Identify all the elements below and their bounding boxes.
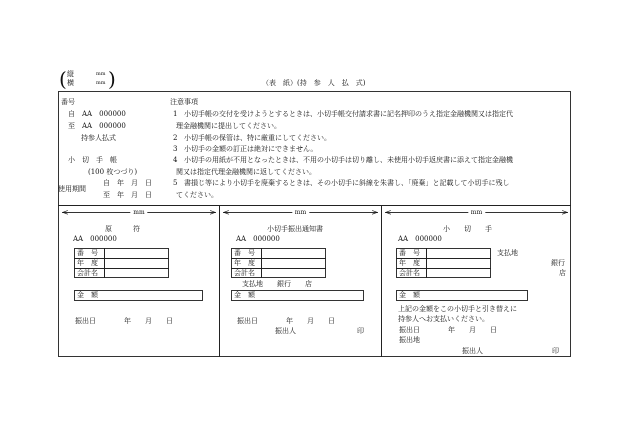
check-field-number: 番 号 bbox=[399, 249, 420, 257]
stub-field-account: 会計名 bbox=[77, 269, 98, 277]
note-number: 2 bbox=[173, 134, 178, 142]
note-number: 5 bbox=[173, 179, 178, 187]
dimension-label: mm bbox=[130, 208, 147, 217]
note-text-continued: 関又は指定代理金融機関に返してください。 bbox=[176, 168, 316, 176]
notice-amount-label: 金 額 bbox=[234, 291, 255, 299]
check-issuer: 振出人 bbox=[462, 347, 483, 355]
check-branch: 店 bbox=[559, 269, 566, 277]
check-pay-place: 支払地 bbox=[497, 249, 518, 257]
note-text: 書損じ等により小切手を廃棄するときは、その小切手に斜線を朱書し、「廃棄」と記載して小切手に残し bbox=[184, 179, 510, 187]
period-label: 使用期間 bbox=[58, 185, 86, 193]
stub-field-year: 年 度 bbox=[77, 259, 98, 267]
period-from: 自 年 月 日 bbox=[103, 179, 152, 187]
dimension-arrow-right: < > mm bbox=[385, 208, 568, 217]
check-title: 小 切 手 bbox=[443, 225, 492, 233]
stub-amount-label: 金 額 bbox=[77, 291, 98, 299]
sheet-count: (100 枚つづり) bbox=[88, 168, 138, 176]
check-text-2: 持参人へお支払いください。 bbox=[398, 315, 489, 323]
note-text-continued: てください。 bbox=[176, 191, 218, 199]
stub-field-number: 番 号 bbox=[77, 249, 98, 257]
check-issue-place: 振出地 bbox=[399, 336, 420, 344]
dimension-label: mm bbox=[468, 208, 485, 217]
dimension-arrow-middle: < > mm bbox=[223, 208, 378, 217]
panel-divider-2 bbox=[381, 205, 382, 357]
note-text: 小切手の金額の訂正は絶対にできません。 bbox=[184, 145, 318, 153]
number-from: 自 AA 000000 bbox=[68, 110, 126, 118]
stub-serial: AA 000000 bbox=[73, 235, 117, 243]
check-issue-date: 振出日 年 月 日 bbox=[399, 326, 497, 334]
stub-title: 原 符 bbox=[105, 225, 140, 233]
dimension-arrow-left: < > mm bbox=[62, 208, 216, 217]
check-amount-label: 金 額 bbox=[399, 291, 420, 299]
stub-issue-date: 振出日 年 月 日 bbox=[75, 317, 173, 325]
note-text-continued: 理金融機関に提出してください。 bbox=[176, 122, 281, 130]
size-vertical-label: 縦 bbox=[67, 70, 74, 78]
notice-title: 小切手振出通知書 bbox=[267, 225, 323, 233]
size-box-left-bracket: ( bbox=[59, 67, 67, 91]
size-box-right-bracket: ) bbox=[108, 67, 116, 91]
top-section-divider bbox=[58, 205, 571, 206]
size-horizontal-label: 横 bbox=[67, 79, 74, 87]
note-number: 1 bbox=[173, 110, 178, 118]
check-serial: AA 000000 bbox=[398, 235, 442, 243]
check-book-label: 小 切 手 帳 bbox=[68, 156, 117, 164]
note-text: 小切手帳の保管は、特に厳重にしてください。 bbox=[184, 134, 331, 142]
check-field-col bbox=[426, 248, 427, 278]
dimension-label: mm bbox=[292, 208, 309, 217]
notice-bank-line: 支払地 銀行 店 bbox=[242, 280, 312, 288]
panel-divider-1 bbox=[219, 205, 220, 357]
size-box bbox=[59, 67, 116, 91]
check-field-account: 会計名 bbox=[399, 269, 420, 277]
check-field-year: 年 度 bbox=[399, 259, 420, 267]
size-vertical-value: mm bbox=[96, 71, 106, 77]
note-number: 4 bbox=[173, 156, 178, 164]
notice-field-number: 番 号 bbox=[234, 249, 255, 257]
notice-serial: AA 000000 bbox=[236, 235, 280, 243]
check-bank: 銀行 bbox=[551, 259, 565, 267]
period-to: 至 年 月 日 bbox=[103, 191, 152, 199]
payee-type: 持参人払式 bbox=[81, 134, 116, 142]
notice-field-col bbox=[261, 248, 262, 278]
number-to: 至 AA 000000 bbox=[68, 122, 126, 130]
size-horizontal-value: mm bbox=[96, 80, 106, 86]
check-seal: 印 bbox=[552, 347, 559, 355]
stub-field-col bbox=[104, 248, 105, 278]
note-number: 3 bbox=[173, 145, 178, 153]
notice-field-year: 年 度 bbox=[234, 259, 255, 267]
notes-title: 注意事項 bbox=[170, 98, 198, 106]
note-text: 小切手の用紙が不用となったときは、不用の小切手は切り離し、未使用小切手返戻書に添えて指定金融機 bbox=[184, 156, 513, 164]
notice-issue-date: 振出日 年 月 日 bbox=[237, 317, 335, 325]
number-label: 番号 bbox=[61, 98, 75, 106]
check-text-1: 上記の金額をこの小切手と引き替えに bbox=[398, 305, 517, 313]
notice-seal: 印 bbox=[357, 327, 364, 335]
note-text: 小切手帳の交付を受けようとするときは、小切手帳交付請求書に記名押印のうえ指定金融機関又は指定代 bbox=[184, 110, 513, 118]
header-title: （表 紙）(持 参 人 払 式) bbox=[262, 79, 366, 87]
notice-issuer: 振出人 bbox=[275, 327, 296, 335]
notice-field-account: 会計名 bbox=[234, 269, 255, 277]
